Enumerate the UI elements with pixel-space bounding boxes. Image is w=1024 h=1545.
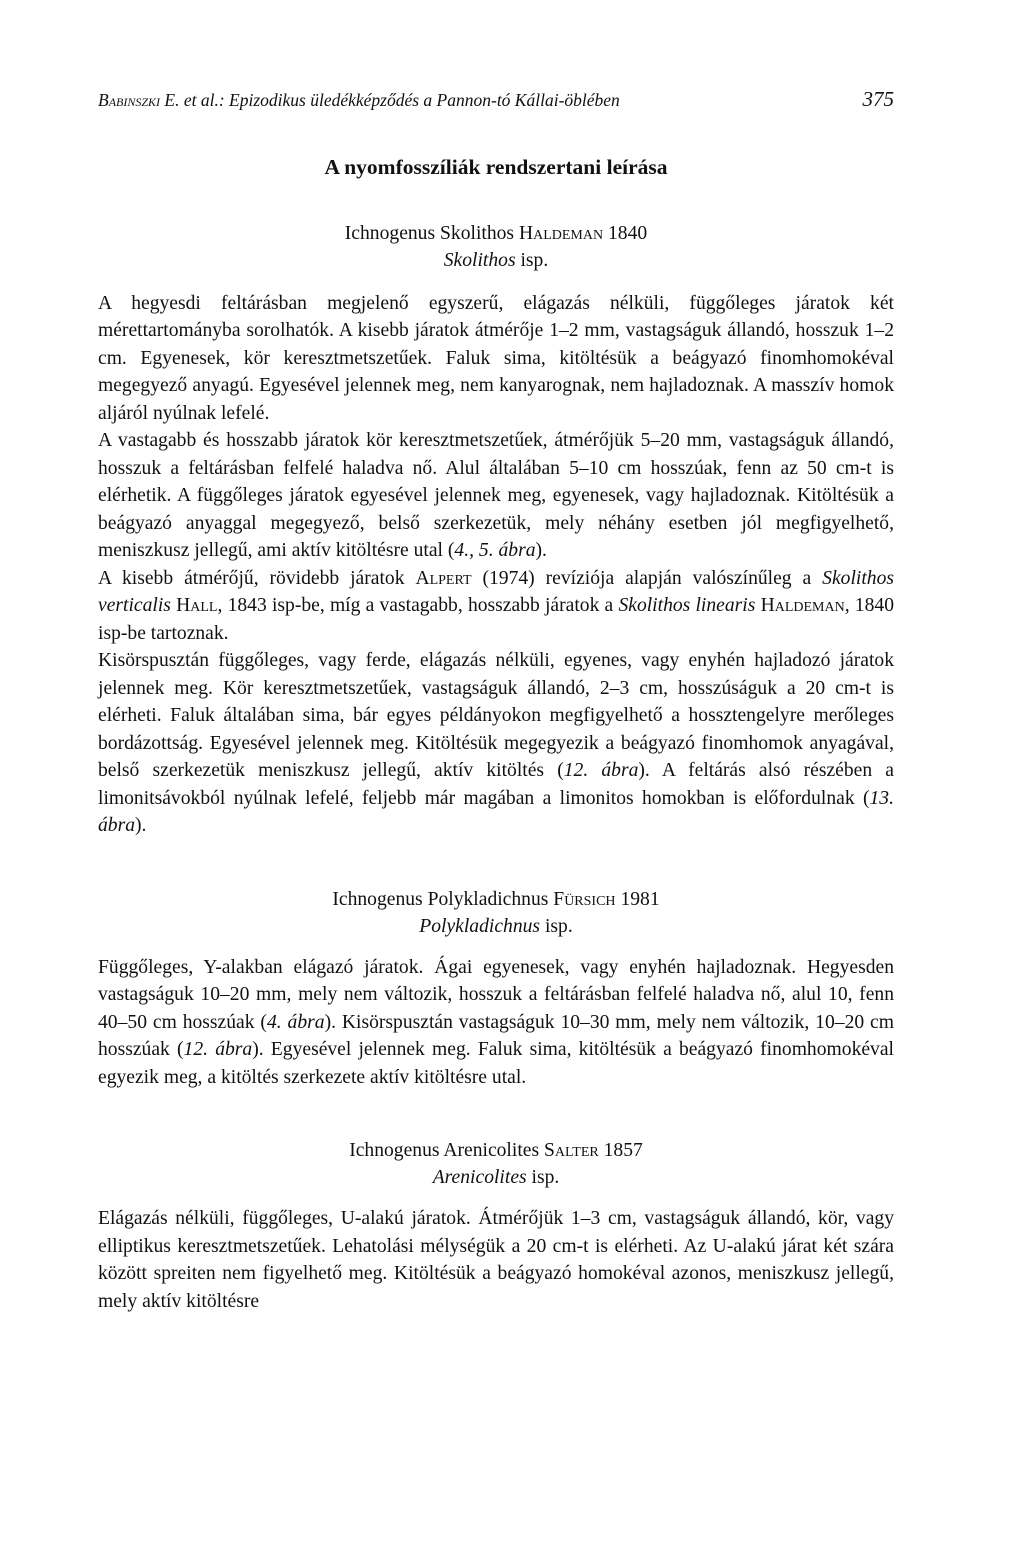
paragraph — [98, 954, 894, 1092]
text-run: A kisebb átmérőjű, rövidebb járatok — [98, 567, 416, 589]
species-name: Skolithos linearis — [618, 595, 756, 616]
text-run: , 1840 isp-be tartoznak. — [98, 595, 894, 644]
species-name: Skolithos verticalis — [98, 567, 894, 616]
species-suffix: isp. — [515, 249, 549, 271]
genus-year: 1840 — [603, 222, 648, 244]
figure-reference: 4. ábra — [266, 1011, 325, 1033]
paragraph — [98, 565, 894, 648]
running-head-author: Babinszki — [98, 90, 161, 110]
genus-year: 1857 — [598, 1140, 643, 1161]
species-suffix: isp. — [540, 915, 573, 937]
text-run: (1974) revíziója alapján valószínűleg a — [471, 567, 823, 589]
figure-reference: 12. ábra — [563, 760, 639, 781]
paragraph: Elágazás nélküli, függőleges, U-alakú járatok. Átmérőjük 1–3 cm, vastagságuk állandó, kör, vagy elliptikus keresztmetszetűek. Lehatolási mélységük a 20 cm-t is elérheti. Az U-alakú járat két szára között spreiten nem figyelhető meg. Kitöltésük a beágyazó homokéval azonos, meniszkusz jellegű, mely aktív kitöltésre — [98, 1208, 894, 1312]
genus-name: Ichnogenus Skolithos — [344, 222, 519, 244]
genus-author: Haldeman — [518, 222, 604, 244]
text-run: , 1843 isp-be, míg a vastagabb, hosszabb járatok a — [217, 595, 619, 616]
text-run: ). Egyesével jelennek meg. Faluk sima, kitöltésük a beágyazó finomhomokéval egyezik meg, a kitöltés szerkezete aktív kitöltésre utal. — [98, 1039, 894, 1088]
figure-reference: 13. ábra — [98, 787, 894, 836]
paragraph — [98, 647, 894, 840]
text-run: ). — [135, 815, 147, 836]
ichnogenus-line — [98, 220, 894, 247]
author-name: Alpert — [415, 567, 472, 589]
figure-reference: 12. ábra — [183, 1039, 253, 1060]
taxon-heading-polykladichnus — [98, 886, 894, 940]
paragraph: A hegyesdi feltárásban megjelenő egyszerű, elágazás nélküli, függőleges járatok két mérettartományba sorolhatók. A kisebb járatok átmérője 1–2 mm, vastagságuk állandó, hosszuk 1–2 cm. Egyenesek, kör keresztmetszetűek. Faluk sima, kitöltésük a beágyazó finomhomokéval megegyező anyagú. Egyesével jelennek meg, nem kanyarognak, nem hajladoznak. A masszív homok aljáról nyúlnak lefelé. — [98, 292, 894, 424]
page-number: 375 — [862, 87, 894, 111]
genus-name: Ichnogenus Polykladichnus — [332, 888, 554, 910]
ichnogenus-line — [98, 886, 894, 913]
ichnogenus-line — [98, 1137, 894, 1164]
text-run: ). — [535, 540, 547, 561]
text-run: A vastagabb és hosszabb járatok kör keresztmetszetűek, átmérőjük 5–20 mm, vastagságuk állandó, hosszuk a feltárásban felfelé haladva nő. Alul általában 5–10 cm hosszúak, fenn az 50 cm-t is elérhetik. A függőleges járatok egyesével jelennek meg, egyenesek, vagy hajladoznak. Kitöltésük a beágyazó anyaggal megegyező, belső szerkezetük, mely néhány esetben jól megfigyelhető, meniszkusz jellegű, ami aktív kitöltésre utal ( — [98, 430, 894, 561]
species-line — [98, 247, 894, 274]
species-name: Skolithos — [443, 249, 516, 271]
taxon-heading-skolithos — [98, 220, 894, 274]
text-run: ). A feltárás alsó részében a limonitsávokból nyúlnak lefelé, feljebb már magában a limonitos homokban is előfordulnak ( — [98, 760, 894, 809]
page — [98, 86, 894, 1315]
text-run: ). Kisörspusztán vastagságuk 10–30 mm, mely nem változik, 10–20 cm hosszúak ( — [98, 1011, 894, 1060]
species-line — [98, 913, 894, 940]
species-name: Arenicolites — [432, 1167, 527, 1188]
section-title: A nyomfosszíliák rendszertani leírása — [324, 155, 668, 179]
genus-author: Fürsich — [553, 888, 616, 910]
species-suffix: isp. — [526, 1167, 560, 1188]
text-run: Függőleges, Y-alakban elágazó járatok. Ágai egyenesek, vagy enyhén hajladoznak. Hegyesden vastagságuk 10–20 mm, mely nem változik, hosszuk a feltárásban felfelé haladva nő, alul 10, fenn 40–50 cm hosszúak ( — [98, 956, 894, 1033]
running-head-title: E. et al.: Epizodikus üledékképződés a Pannon-tó Kállai-öblében — [160, 90, 620, 110]
running-head — [98, 86, 894, 118]
running-head-citation — [98, 87, 620, 115]
text-run: Kisörspusztán függőleges, vagy ferde, elágazás nélküli, egyenes, vagy enyhén hajladozó járatok jelennek meg. Kör keresztmetszetűek, vastagságuk állandó, 2–3 cm, hosszúságuk a 20 cm-t is elérheti. Faluk általában sima, bár egyes példányokon megfigyelhető a hossztengelyre merőleges bordázottság. Egyesével jelennek meg. Kitöltésük megegyezik a beágyazó finomhomok anyagával, belső szerkezetük meniszkusz jellegű, aktív kitöltés ( — [98, 650, 894, 781]
author-name: Haldeman — [760, 595, 845, 616]
author-name: Hall — [176, 595, 218, 616]
genus-year: 1981 — [615, 888, 660, 910]
taxon-heading-arenicolites — [98, 1137, 894, 1191]
paragraph — [98, 427, 894, 565]
species-name: Polykladichnus — [419, 915, 541, 937]
species-line — [98, 1164, 894, 1191]
genus-author: Salter — [544, 1140, 599, 1161]
genus-name: Ichnogenus Arenicolites — [349, 1140, 544, 1161]
figure-reference: 4., 5. ábra — [454, 540, 536, 561]
